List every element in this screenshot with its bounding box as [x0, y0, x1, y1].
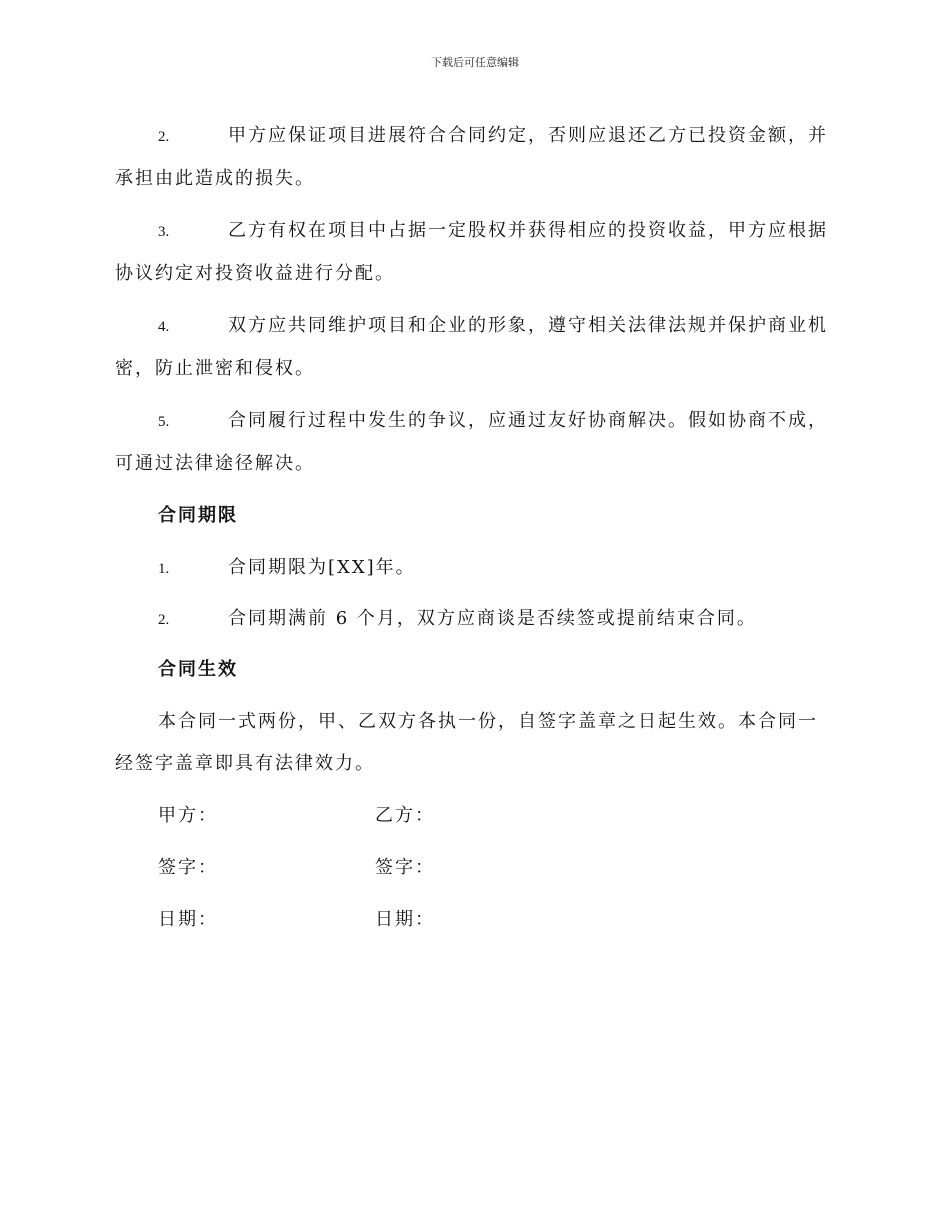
clause-item	[115, 305, 835, 390]
clause-number: 4.	[158, 319, 170, 335]
clause-text: 合同期限为[XX]年。	[228, 557, 416, 578]
signature-row-date	[115, 899, 835, 951]
clause-number: 5.	[158, 414, 170, 430]
section-heading-term: 合同期限	[158, 505, 238, 526]
clause-text: 乙方有权在项目中占据一定股权并获得相应的投资收益，甲方应根据协议约定对投资收益进行分配。	[115, 220, 828, 284]
signature-row-sign	[115, 847, 835, 899]
clause-text: 合同期满前 6 个月，双方应商谈是否续签或提前结束合同。	[228, 608, 757, 629]
sign-a-label: 签字：	[158, 857, 218, 878]
clause-item	[115, 210, 835, 295]
document-body	[115, 115, 835, 951]
clause-text: 甲方应保证项目进展符合合同约定，否则应退还乙方已投资金额，并承担由此造成的损失。	[115, 125, 828, 189]
clause-number: 3.	[158, 224, 170, 240]
section-heading-effect: 合同生效	[158, 659, 238, 680]
date-a-label: 日期：	[158, 909, 218, 930]
clause-text: 合同履行过程中发生的争议，应通过友好协商解决。假如协商不成，可通过法律途径解决。	[115, 410, 828, 474]
effect-paragraph: 本合同一式两份，甲、乙双方各执一份，自签字盖章之日起生效。本合同一经签字盖章即具有法律效力。	[115, 711, 818, 774]
signature-row-party	[115, 795, 835, 847]
clause-item	[115, 115, 835, 200]
party-b-label: 乙方：	[375, 805, 435, 826]
clause-number: 2.	[158, 612, 170, 628]
term-item	[115, 547, 835, 590]
term-item	[115, 598, 835, 641]
date-b-label: 日期：	[375, 909, 435, 930]
party-a-label: 甲方：	[158, 805, 218, 826]
clause-text: 双方应共同维护项目和企业的形象，遵守相关法律法规并保护商业机密，防止泄密和侵权。	[115, 315, 828, 379]
page-header: 下载后可任意编辑	[431, 56, 519, 69]
sign-b-label: 签字：	[375, 857, 435, 878]
clause-number: 1.	[158, 561, 170, 577]
clause-item	[115, 400, 835, 485]
clause-number: 2.	[158, 129, 170, 145]
